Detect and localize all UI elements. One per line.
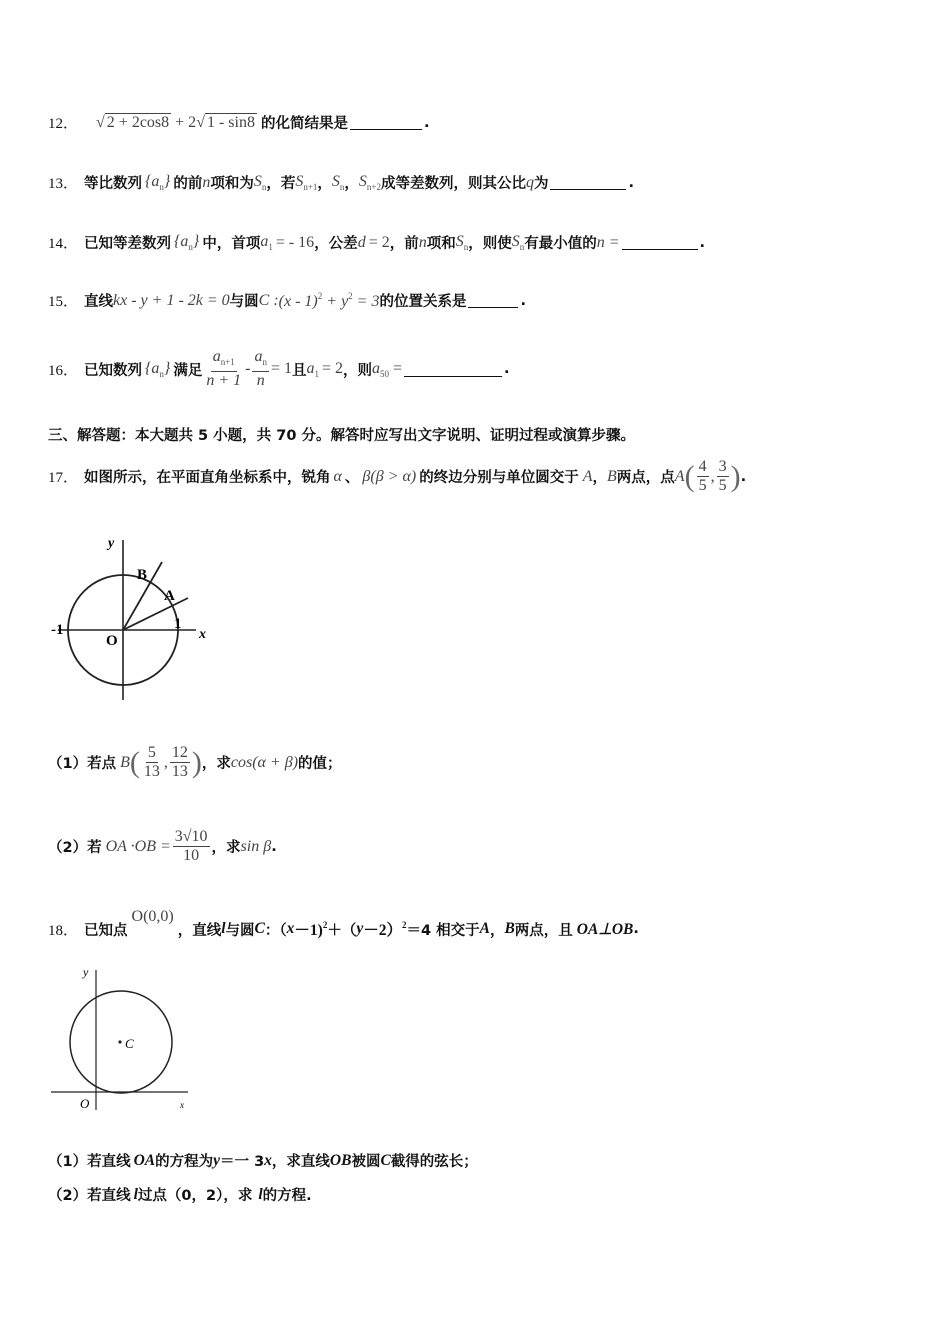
question-18: 18． 已知点 O(0,0) ，直线 l 与圆 C ：（ x －1)$^2$ ＋（ y －2）$^2$ ＝4 相交于 A ， B 两点，且 OA⊥OB .: [48, 908, 639, 939]
fraction: $\frac{3}{5}$: [718, 458, 727, 494]
label-y: y: [108, 536, 115, 551]
question-number: 12．: [48, 116, 79, 132]
label-b: B: [137, 567, 148, 583]
answer-blank[interactable]: [622, 235, 698, 250]
label-c: C: [125, 1036, 134, 1051]
answer-blank[interactable]: [404, 362, 502, 377]
answer-blank[interactable]: [468, 293, 518, 308]
question-number: 15．: [48, 294, 79, 310]
question-number: 18．: [48, 922, 79, 939]
label-x: x: [199, 627, 206, 642]
line-equation: kx - y + 1 - 2k = 0: [113, 291, 230, 309]
question-14: 14． 已知等差数列 $\{a_n\}$ 中，首项 $a_1$ = - 16 ，公差 d = 2 ，前 n 项和 $S_n$ ，则使 $S_n$ 有最小值的 n = .: [48, 233, 706, 252]
label-o: O: [106, 633, 118, 649]
center-point: [118, 1040, 121, 1043]
label-1: 1: [174, 616, 182, 632]
fraction: $\frac{3√10}{10}$: [174, 828, 208, 864]
circle-equation: $(x - 1)^2 + y^2 = 3$: [278, 290, 380, 310]
question-17: 17． 如图所示，在平面直角坐标系中，锐角 α 、 β(β > α) 的终边分别与单位圆交于 A ， B 两点，点 A ( $\frac{4}{5}$ , $\frac{3}{5}$ ) .: [48, 458, 747, 494]
fraction: $\frac{5}{13}$: [143, 744, 160, 780]
fraction: $\frac{4}{5}$: [698, 458, 707, 494]
question-12: 12． √ 2 + 2cos8 + 2√ 1 - sin8 的化简结果是 .: [48, 113, 430, 132]
question-15: 15． 直线 kx - y + 1 - 2k = 0 与圆 C : $(x - 1)^2 + y^2 = 3$ 的位置关系是 .: [48, 290, 526, 310]
section-title: 三、解答题：本大题共 5 小题，共 70 分。解答时应写出文字说明、证明过程或演算步骤。: [48, 428, 635, 444]
label-o: O: [80, 1096, 90, 1111]
unit-circle-figure: [48, 530, 228, 710]
label-x: x: [180, 1100, 184, 1110]
question-number: 13．: [48, 176, 79, 192]
question-text: 的化简结果是: [260, 116, 348, 132]
label-neg1: -1: [51, 622, 64, 638]
label-y: y: [83, 965, 89, 979]
fraction: $\frac{a_n}{n}$: [254, 348, 267, 389]
question-18-part-1: （1）若直线 OA 的方程为 y ＝一 3 x ，求直线 OB 被圆 C 截得的弦长；: [48, 1151, 478, 1170]
question-number: 17．: [48, 470, 79, 486]
label-a: A: [164, 588, 175, 604]
question-17-part-1: （1）若点 B ( $\frac{5}{13}$ , $\frac{12}{13}$ ) ，求 cos(α + β) 的值；: [48, 744, 342, 780]
question-18-part-2: （2）若直线 l 过点（0，2），求 l 的方程.: [48, 1185, 312, 1204]
answer-blank[interactable]: [350, 115, 422, 130]
formula: √ 2 + 2cos8 + 2√ 1 - sin8: [96, 113, 255, 131]
circle-c-figure: [48, 962, 198, 1114]
question-number: 14．: [48, 236, 79, 252]
question-13: 13． 等比数列 $\{a_n\}$ 的前 n 项和为 $S_n$ ，若 $S_{n+1}$ ， $S_n$ ， $S_{n+2}$ 成等差数列，则其公比 q 为 .: [48, 173, 634, 192]
fraction: $\frac{a_{n+1}}{n + 1}$: [206, 348, 242, 389]
question-16: 16． 已知数列 $\{a_n\}$ 满足 $\frac{a_{n+1}}{n + 1}$ - $\frac{a_n}{n}$ = 1 且 $a_1$ = 2 ，则 $a_{50}$ = .: [48, 348, 510, 389]
answer-blank[interactable]: [550, 175, 626, 190]
fraction: $\frac{12}{13}$: [171, 744, 188, 780]
sequence-an: $\{a_n\}$: [145, 173, 171, 192]
question-number: 16．: [48, 362, 79, 379]
question-17-part-2: （2）若 OA ·OB = $\frac{3√10}{10}$ ，求 sin β .: [48, 828, 277, 864]
